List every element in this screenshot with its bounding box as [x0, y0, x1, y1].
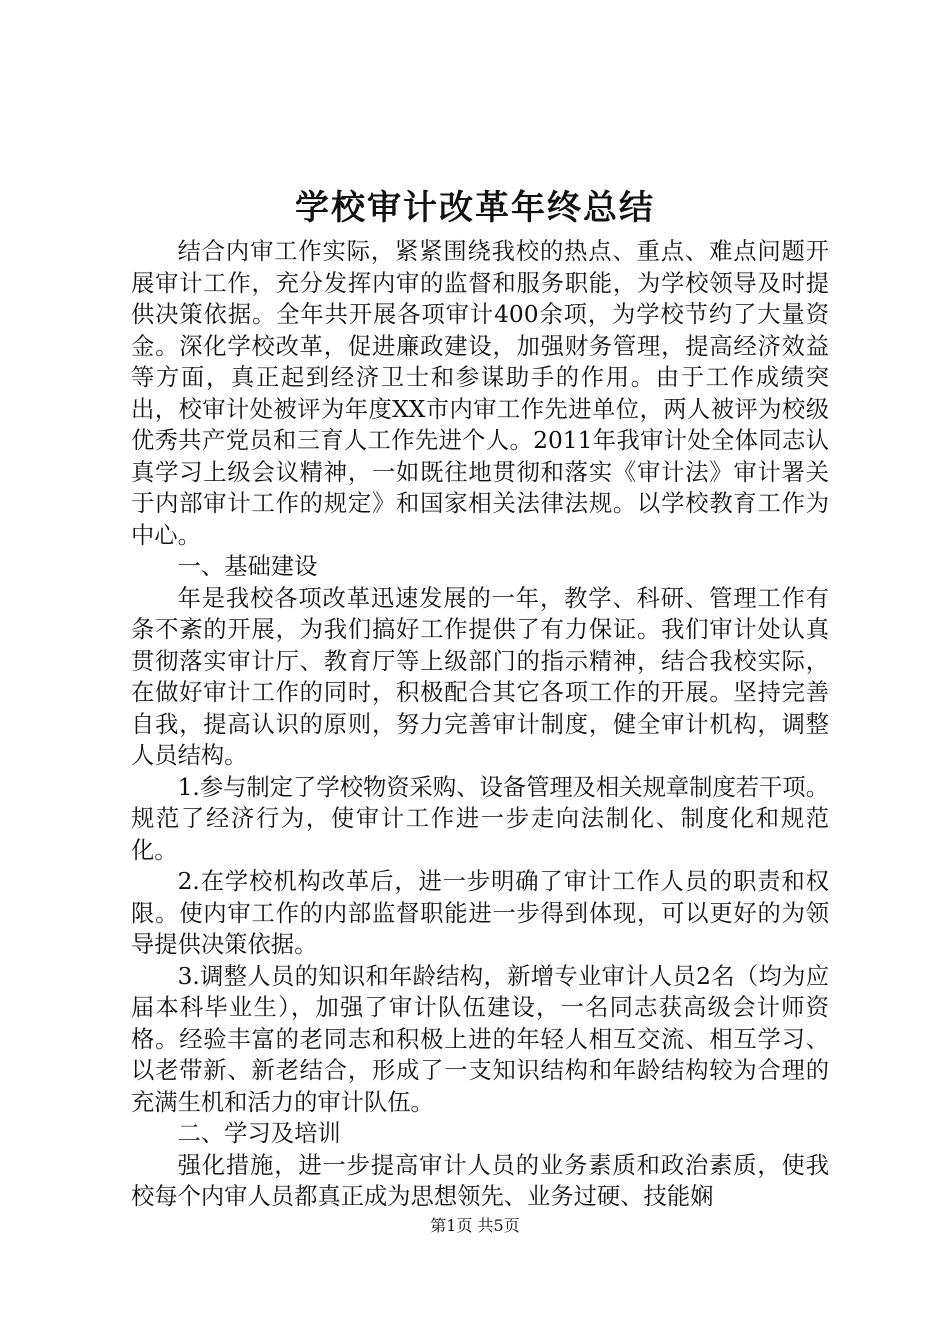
paragraph-infrastructure: 年是我校各项改革迅速发展的一年，教学、科研、管理工作有条不紊的开展，为我们搞好工作提供了有力保证。我们审计处认真贯彻落实审计厅、教育厅等上级部门的指示精神，结合我校实际，在做好审计工作的同时，积极配合其它各项工作的开展。坚持完善自我，提高认识的原则，努力完善审计制度，健全审计机构，调整人员结构。: [131, 584, 829, 769]
list-item-2: 2.在学校机构改革后，进一步明确了审计工作人员的职责和权限。使内审工作的内部监督职能进一步得到体现，可以更好的为领导提供决策依据。: [131, 868, 829, 958]
document-body: [131, 236, 829, 1213]
page-footer: 第1页 共5页: [430, 1216, 520, 1235]
paragraph-training: 强化措施，进一步提高审计人员的业务素质和政治素质，使我校每个内审人员都真正成为思想领先、业务过硬、技能娴: [131, 1151, 829, 1210]
paragraph-intro: 结合内审工作实际，紧紧围绕我校的热点、重点、难点问题开展审计工作，充分发挥内审的监督和服务职能，为学校领导及时提供决策依据。全年共开展各项审计400余项，为学校节约了大量资金。深化学校改革，促进廉政建设，加强财务管理，提高经济效益等方面，真正起到经济卫士和参谋助手的作用。由于工作成绩突出，校审计处被评为年度XX市内审工作先进单位，两人被评为校级优秀共产党员和三育人工作先进个人。2011年我审计处全体同志认真学习上级会议精神，一如既往地贯彻和落实《审计法》审计署关于内部审计工作的规定》和国家相关法律法规。以学校教育工作为中心。: [131, 238, 829, 549]
document-title: 学校审计改革年终总结: [295, 188, 655, 228]
list-item-1: 1.参与制定了学校物资采购、设备管理及相关规章制度若干项。规范了经济行为，使审计工作进一步走向法制化、制度化和规范化。: [131, 773, 829, 864]
section-heading-infrastructure: 一、基础建设: [177, 553, 318, 580]
list-item-3: 3.调整人员的知识和年龄结构，新增专业审计人员2名（均为应届本科毕业生），加强了审计队伍建设，一名同志获高级会计师资格。经验丰富的老同志和积极上进的年轻人相互交流、相互学习、以老带新、新老结合，形成了一支知识结构和年龄结构较为合理的充满生机和活力的审计队伍。: [131, 962, 829, 1116]
section-heading-training: 二、学习及培训: [177, 1120, 341, 1147]
